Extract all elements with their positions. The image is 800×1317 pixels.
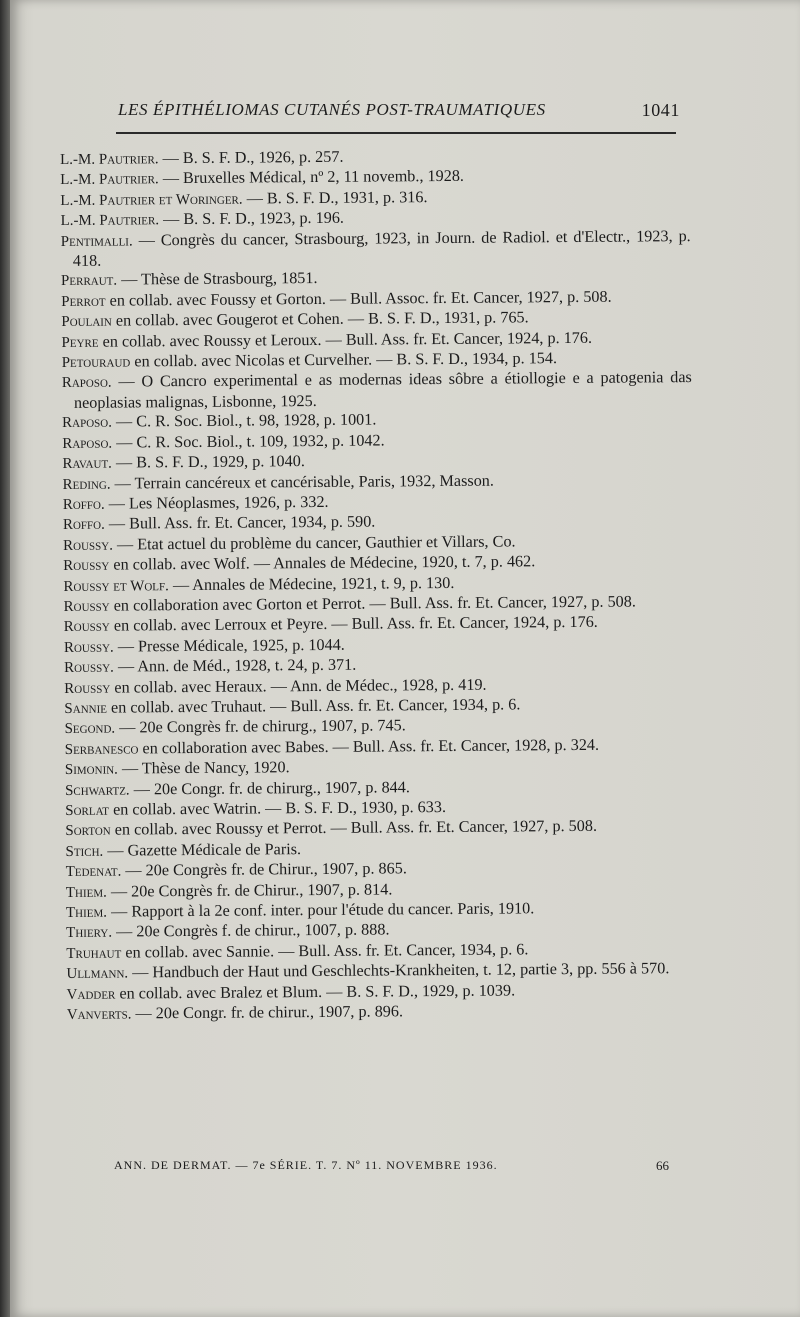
reference-citation: en collaboration avec Gorton et Perrot. — Bull. Ass. fr. Et. Cancer, 1927, p. 508. (109, 592, 636, 615)
reference-citation: — Gazette Médicale de Paris. (103, 839, 302, 860)
reference-author: Petouraud (61, 354, 131, 372)
reference-author: Roussy (63, 618, 110, 636)
reference-citation: en collab. avec Truhaut. — Bull. Ass. fr. Et. Cancer, 1934, p. 6. (106, 695, 521, 717)
reference-author: Stich. (65, 843, 104, 860)
reference-citation: — Annales de Médecine, 1921, t. 9, p. 130. (168, 573, 455, 594)
reference-author: L.-M. Pautrier. (60, 151, 159, 168)
reference-author: Roussy. (63, 639, 114, 656)
journal-footer: ANN. DE DERMAT. — 7e SÉRIE. T. 7. Nº 11. NOVEMBRE 1936. (114, 1158, 498, 1172)
reference-author: Roussy (64, 680, 111, 697)
reference-citation: en collab. avec Bralez et Blum. — B. S. F. D., 1929, p. 1039. (115, 981, 516, 1003)
reference-author: Tedenat. (65, 863, 122, 881)
page-header (118, 100, 678, 120)
reference-citation: — Handbuch der Haut und Geschlechts-Krankheiten, t. 12, partie 3, pp. 556 à 570. (128, 959, 670, 982)
reference-author: Raposo. (62, 435, 113, 452)
reference-citation: en collab. avec Lerroux et Peyre. — Bull. Ass. fr. Et. Cancer, 1924, p. 176. (109, 613, 598, 635)
reference-citation: en collab. avec Roussy et Leroux. — Bull. Ass. fr. Et. Cancer, 1924, p. 176. (98, 328, 593, 351)
reference-citation: en collab. avec Gougerot et Cohen. — B. S. F. D., 1931, p. 765. (111, 308, 529, 330)
reference-author: Raposo. (62, 414, 113, 432)
reference-citation: — Les Néoplasmes, 1926, p. 332. (104, 492, 329, 513)
reference-citation: — O Cancro experimental e as modernas ideas sôbre a étiollogie e a patogenia das neoplasias malignas, Lisbonne, 1925. (73, 368, 692, 412)
reference-author: Simonin. (64, 761, 118, 779)
reference-author: Roussy (63, 598, 110, 615)
reference-citation: — C. R. Soc. Biol., t. 109, 1932, p. 1042. (112, 431, 385, 452)
reference-citation: en collab. avec Sannie. — Bull. Ass. fr. Et. Cancer, 1934, p. 6. (121, 940, 529, 962)
reference-author: Vanverts. (66, 1006, 132, 1024)
reference-citation: — Rapport à la 2e conf. inter. pour l'étude du cancer. Paris, 1910. (106, 899, 535, 921)
sheet-number: 66 (656, 1158, 669, 1173)
reference-citation: — Thèse de Strasbourg, 1851. (117, 269, 318, 289)
reference-entry (62, 369, 692, 414)
header-rule (116, 132, 676, 134)
reference-citation: — B. S. F. D., 1931, p. 316. (242, 187, 428, 208)
page-number: 1041 (641, 100, 680, 120)
reference-author: Raposo. (61, 375, 112, 392)
reference-citation: — 20e Congr. fr. de chirur., 1907, p. 896. (131, 1002, 404, 1023)
reference-author: Serbanesco (64, 741, 139, 758)
reference-citation: en collab. avec Foussy et Gorton. — Bull. Assoc. fr. Et. Cancer, 1927, p. 508. (105, 287, 612, 310)
reference-citation: — Thèse de Nancy, 1920. (117, 758, 290, 778)
reference-citation: — Bruxelles Médical, nº 2, 11 novemb., 1928. (158, 167, 465, 188)
book-page (10, 0, 800, 1317)
reference-author: Perrot (61, 293, 106, 310)
reference-citation: en collab. avec Roussy et Perrot. — Bull. Ass. fr. Et. Cancer, 1927, p. 508. (110, 817, 598, 840)
reference-author: Thiem. (65, 904, 108, 922)
reference-entry (67, 1000, 697, 1025)
reference-author: L.-M. Pautrier. (60, 212, 160, 230)
reference-author: L.-M. Pautrier. (60, 171, 159, 189)
reference-author: Ravaut. (62, 455, 112, 473)
reference-author: Perraut. (60, 272, 118, 290)
running-title: LES ÉPITHÉLIOMAS CUTANÉS POST-TRAUMATIQUES (118, 100, 546, 119)
reference-citation: en collab. avec Heraux. — Ann. de Médec., 1928, p. 419. (110, 675, 487, 697)
reference-citation: — B. S. F. D., 1923, p. 196. (158, 208, 345, 229)
reference-citation: — 20e Congrès fr. de Chirur., 1907, p. 865. (121, 859, 407, 880)
reference-author: L.-M. Pautrier et Woringer. (60, 191, 243, 209)
reference-citation: — 20e Congrès fr. de Chirur., 1907, p. 814. (106, 880, 393, 901)
reference-author: Peyre (61, 334, 99, 351)
reference-citation: — 20e Congrès fr. de chirurg., 1907, p. 745. (115, 716, 406, 737)
reference-author: Sannie (64, 700, 108, 717)
reference-author: Reding. (62, 476, 111, 493)
reference-author: Schwartz. (64, 782, 130, 799)
reference-entry (61, 227, 691, 272)
reference-author: Sorlat (65, 802, 110, 819)
book-spine-shadow (0, 0, 10, 1317)
reference-author: Roussy (63, 557, 110, 575)
reference-author: Roussy. (64, 659, 114, 677)
reference-citation: — Ann. de Méd., 1928, t. 24, p. 371. (113, 655, 357, 676)
reference-citation: en collaboration avec Babes. — Bull. Ass. fr. Et. Cancer, 1928, p. 324. (138, 735, 600, 758)
reference-author: Thiem. (65, 884, 107, 901)
reference-author: Ullmann. (66, 965, 129, 983)
reference-citation: en collab. avec Wolf. — Annales de Médecine, 1920, t. 7, p. 462. (109, 552, 536, 574)
reference-author: Roussy. (63, 537, 113, 554)
reference-citation: — B. S. F. D., 1929, p. 1040. (111, 452, 305, 472)
reference-author: Sorton (65, 823, 111, 840)
reference-author: Vadder (66, 986, 116, 1003)
reference-citation: — Etat actuel du problème du cancer, Gauthier et Villars, Co. (112, 532, 516, 554)
reference-author: Truhaut (66, 945, 122, 962)
reference-author: Roussy et Wolf. (63, 577, 169, 595)
reference-citation: — C. R. Soc. Biol., t. 98, 1928, p. 1001. (111, 410, 377, 431)
reference-author: Thiery. (66, 925, 113, 942)
reference-citation: — Terrain cancéreux et cancérisable, Paris, 1932, Masson. (110, 471, 494, 493)
reference-citation: en collab. avec Nicolas et Curvelher. — B. S. F. D., 1934, p. 154. (130, 349, 558, 371)
reference-citation: — Congrès du cancer, Strasbourg, 1923, in Journ. de Radiol. et d'Electr., 1923, p. 418. (72, 226, 691, 270)
reference-citation: — 20e Congrès f. de chirur., 1007, p. 888. (111, 920, 390, 942)
reference-author: Roffo. (62, 516, 105, 534)
reference-citation: — B. S. F. D., 1926, p. 257. (158, 147, 344, 168)
reference-citation: en collab. avec Watrin. — B. S. F. D., 1930, p. 633. (108, 797, 447, 819)
reference-citation: — Presse Médicale, 1925, p. 1044. (113, 635, 345, 656)
reference-citation: — 20e Congr. fr. de chirurg., 1907, p. 844. (129, 777, 410, 799)
reference-author: Segond. (64, 720, 116, 738)
reference-citation: — Bull. Ass. fr. Et. Cancer, 1934, p. 590. (104, 512, 376, 533)
reference-author: Roffo. (62, 496, 105, 513)
reference-author: Pentimalli. (60, 233, 133, 250)
reference-author: Poulain (61, 313, 112, 331)
reference-list (60, 145, 697, 1025)
